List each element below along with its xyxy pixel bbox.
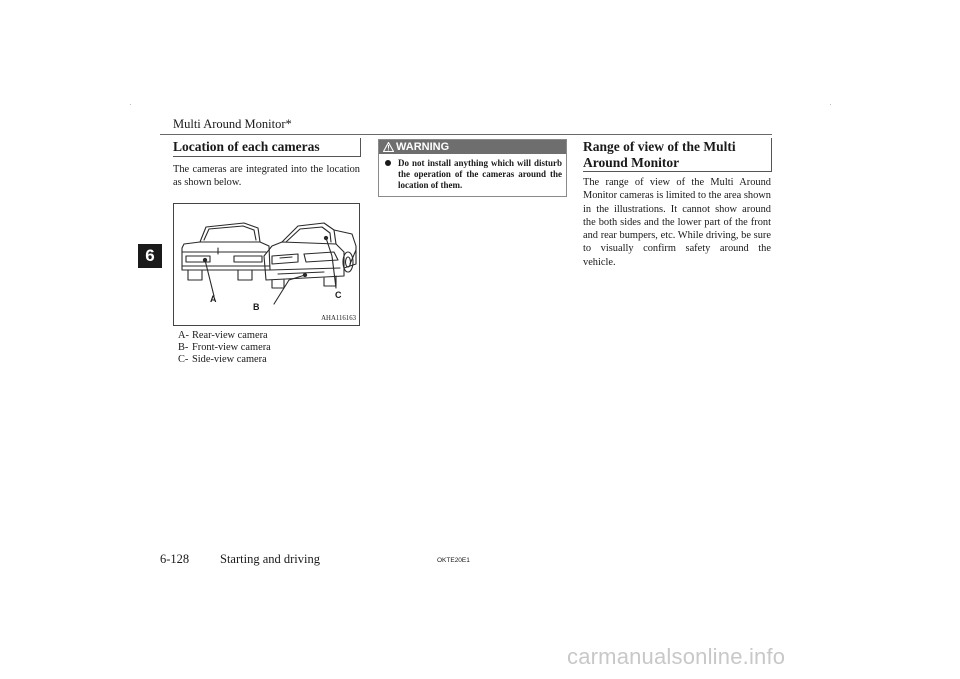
warning-title: WARNING — [396, 141, 450, 153]
heading-underline — [173, 156, 360, 157]
section-body-location: The cameras are integrated into the location as shown below. — [173, 164, 360, 189]
figure-legend — [178, 330, 271, 366]
figure-label-b: B — [253, 302, 260, 312]
legend-key: A- — [178, 330, 189, 341]
warning-text: Do not install anything which will disturb the operation of the cameras around the location of them. — [398, 158, 562, 190]
legend-key: B- — [178, 342, 189, 353]
crop-mark — [130, 104, 131, 105]
legend-text: Side-view camera — [192, 354, 267, 365]
heading-border — [771, 138, 772, 172]
legend-text: Front-view camera — [192, 342, 271, 353]
page-number: 6-128 — [160, 552, 190, 566]
figure-code: AHA116163 — [321, 315, 356, 322]
pickup-trucks-illustration — [174, 204, 359, 325]
bullet-icon — [385, 160, 391, 166]
warning-box — [378, 139, 567, 197]
legend-item — [178, 330, 271, 342]
legend-item — [178, 342, 271, 354]
document-code: OKTE20E1 — [437, 557, 470, 564]
camera-location-figure — [173, 203, 360, 326]
section-heading-location: Location of each cameras — [173, 139, 320, 154]
heading-underline — [583, 171, 771, 172]
figure-label-a: A — [210, 294, 217, 304]
chapter-tab: 6 — [138, 244, 162, 268]
section-heading-range: Range of view of the Multi Around Monitor — [583, 139, 736, 170]
running-header: Multi Around Monitor* — [173, 117, 292, 131]
crop-mark — [830, 104, 831, 105]
header-rule — [160, 134, 772, 135]
warning-header — [379, 140, 566, 154]
legend-text: Rear-view camera — [192, 330, 268, 341]
warning-item — [385, 158, 562, 191]
watermark[interactable]: carmanualsonline.info — [567, 644, 786, 669]
warning-triangle-icon — [383, 142, 394, 152]
legend-key: C- — [178, 354, 189, 365]
footer-section-title: Starting and driving — [220, 552, 320, 566]
heading-border — [360, 138, 361, 157]
legend-item — [178, 354, 271, 366]
figure-label-c: C — [335, 290, 342, 300]
section-body-range: The range of view of the Multi Around Monitor cameras is limited to the area shown in the illustrations. It cannot show around the both sides and the lower part of the front and rear bumpers, etc. While driving, be sure to visually confirm safety around the vehicle. — [583, 177, 771, 268]
